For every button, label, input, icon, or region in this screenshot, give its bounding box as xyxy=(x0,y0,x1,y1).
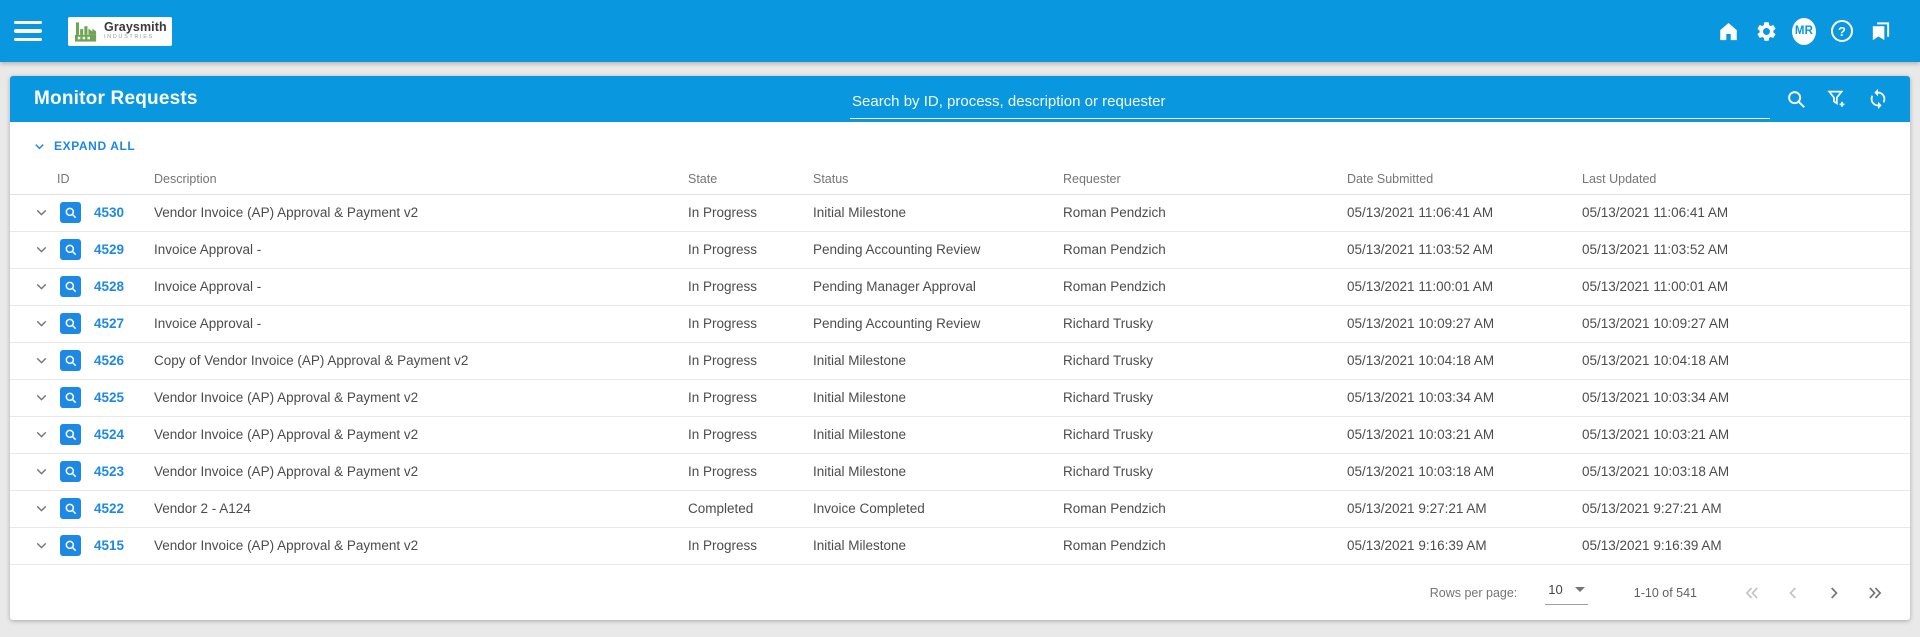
cell-state: In Progress xyxy=(688,390,758,405)
cell-state: In Progress xyxy=(688,279,758,294)
request-id-link[interactable]: 4524 xyxy=(94,427,125,442)
filter-add-icon[interactable] xyxy=(1825,87,1849,111)
cell-last-updated: 05/13/2021 11:00:01 AM xyxy=(1582,279,1729,294)
cell-state: In Progress xyxy=(688,205,758,220)
cell-status: Pending Manager Approval xyxy=(813,279,976,294)
row-expand-chevron-icon[interactable] xyxy=(30,350,52,372)
cell-requester: Richard Trusky xyxy=(1063,464,1154,479)
cell-requester: Roman Pendzich xyxy=(1063,205,1166,220)
request-id-link[interactable]: 4528 xyxy=(94,279,125,294)
cell-description: Invoice Approval - xyxy=(154,316,262,331)
cell-status: Initial Milestone xyxy=(813,464,907,479)
next-page-button[interactable] xyxy=(1821,580,1847,606)
cell-status: Pending Accounting Review xyxy=(813,242,981,257)
table-row xyxy=(10,269,1910,306)
first-page-button[interactable] xyxy=(1739,580,1765,606)
row-expand-chevron-icon[interactable] xyxy=(30,313,52,335)
cell-description: Copy of Vendor Invoice (AP) Approval & Payment v2 xyxy=(154,353,469,368)
request-id-link[interactable]: 4526 xyxy=(94,353,125,368)
cell-requester: Roman Pendzich xyxy=(1063,538,1166,553)
cell-date-submitted: 05/13/2021 9:16:39 AM xyxy=(1347,538,1487,553)
dropdown-arrow-icon xyxy=(1575,587,1585,592)
cell-description: Vendor Invoice (AP) Approval & Payment v2 xyxy=(154,464,419,479)
cell-status: Initial Milestone xyxy=(813,538,907,553)
cell-date-submitted: 05/13/2021 9:27:21 AM xyxy=(1347,501,1487,516)
cell-state: Completed xyxy=(688,501,754,516)
monitor-requests-panel xyxy=(10,76,1910,620)
view-request-icon[interactable] xyxy=(60,387,81,408)
cell-requester: Richard Trusky xyxy=(1063,390,1154,405)
cell-description: Vendor Invoice (AP) Approval & Payment v2 xyxy=(154,205,419,220)
pagination-range: 1-10 of 541 xyxy=(1633,585,1697,600)
help-glyph: ? xyxy=(1838,23,1846,39)
row-expand-chevron-icon[interactable] xyxy=(30,424,52,446)
view-request-icon[interactable] xyxy=(60,202,81,223)
bookmarks-icon[interactable] xyxy=(1868,18,1892,44)
column-header-description[interactable]: Description xyxy=(154,172,217,186)
settings-gear-icon[interactable] xyxy=(1754,18,1778,44)
menu-icon[interactable] xyxy=(14,21,42,41)
cell-date-submitted: 05/13/2021 10:04:18 AM xyxy=(1347,353,1495,368)
table-row xyxy=(10,417,1910,454)
refresh-icon[interactable] xyxy=(1866,87,1890,111)
request-id-link[interactable]: 4527 xyxy=(94,316,125,331)
pagination-bar xyxy=(10,565,1910,621)
cell-status: Initial Milestone xyxy=(813,205,907,220)
table-row xyxy=(10,454,1910,491)
cell-last-updated: 05/13/2021 10:03:21 AM xyxy=(1582,427,1730,442)
page-title: Monitor Requests xyxy=(34,88,198,109)
cell-state: In Progress xyxy=(688,427,758,442)
cell-description: Invoice Approval - xyxy=(154,279,262,294)
request-id-link[interactable]: 4525 xyxy=(94,390,125,405)
row-expand-chevron-icon[interactable] xyxy=(30,461,52,483)
view-request-icon[interactable] xyxy=(60,461,81,482)
request-id-link[interactable]: 4522 xyxy=(94,501,125,516)
cell-requester: Roman Pendzich xyxy=(1063,242,1166,257)
view-request-icon[interactable] xyxy=(60,424,81,445)
cell-status: Initial Milestone xyxy=(813,427,907,442)
cell-state: In Progress xyxy=(688,353,758,368)
cell-status: Initial Milestone xyxy=(813,390,907,405)
cell-requester: Richard Trusky xyxy=(1063,353,1154,368)
cell-date-submitted: 05/13/2021 10:03:18 AM xyxy=(1347,464,1495,479)
cell-last-updated: 05/13/2021 10:09:27 AM xyxy=(1582,316,1730,331)
table-row xyxy=(10,528,1910,565)
column-header-date-submitted[interactable]: Date Submitted xyxy=(1347,172,1434,186)
table-row xyxy=(10,232,1910,269)
view-request-icon[interactable] xyxy=(60,535,81,556)
search-icon[interactable] xyxy=(1784,87,1808,111)
request-id-link[interactable]: 4530 xyxy=(94,205,125,220)
chevron-down-icon xyxy=(32,139,47,154)
cell-description: Vendor Invoice (AP) Approval & Payment v2 xyxy=(154,427,419,442)
view-request-icon[interactable] xyxy=(60,313,81,334)
search-input[interactable] xyxy=(850,93,1770,119)
rows-per-page-value: 10 xyxy=(1548,582,1563,597)
cell-state: In Progress xyxy=(688,242,758,257)
request-id-link[interactable]: 4515 xyxy=(94,538,125,553)
company-logo[interactable] xyxy=(68,17,172,46)
table-row xyxy=(10,380,1910,417)
cell-date-submitted: 05/13/2021 11:00:01 AM xyxy=(1347,279,1494,294)
cell-state: In Progress xyxy=(688,464,758,479)
cell-last-updated: 05/13/2021 10:04:18 AM xyxy=(1582,353,1730,368)
cell-state: In Progress xyxy=(688,538,758,553)
cell-date-submitted: 05/13/2021 11:06:41 AM xyxy=(1347,205,1494,220)
cell-description: Vendor Invoice (AP) Approval & Payment v2 xyxy=(154,390,419,405)
view-request-icon[interactable] xyxy=(60,498,81,519)
cell-status: Invoice Completed xyxy=(813,501,925,516)
cell-last-updated: 05/13/2021 9:27:21 AM xyxy=(1582,501,1722,516)
row-expand-chevron-icon[interactable] xyxy=(30,387,52,409)
expand-all-button[interactable] xyxy=(32,136,135,156)
cell-date-submitted: 05/13/2021 10:03:34 AM xyxy=(1347,390,1495,405)
help-icon[interactable] xyxy=(1830,18,1854,44)
cell-state: In Progress xyxy=(688,316,758,331)
cell-status: Pending Accounting Review xyxy=(813,316,981,331)
rows-per-page-select[interactable] xyxy=(1545,580,1587,605)
column-header-last-updated[interactable]: Last Updated xyxy=(1582,172,1657,186)
last-page-button[interactable] xyxy=(1862,580,1888,606)
view-request-icon[interactable] xyxy=(60,350,81,371)
table-row xyxy=(10,491,1910,528)
logo-name: Graysmith xyxy=(104,20,167,35)
cell-status: Initial Milestone xyxy=(813,353,907,368)
cell-requester: Richard Trusky xyxy=(1063,316,1154,331)
expand-all-label: EXPAND ALL xyxy=(54,139,136,153)
table-row xyxy=(10,195,1910,232)
table-header-row xyxy=(10,165,1910,195)
column-header-id[interactable]: ID xyxy=(57,172,70,186)
row-expand-chevron-icon[interactable] xyxy=(30,239,52,261)
home-icon[interactable] xyxy=(1716,18,1740,44)
cell-last-updated: 05/13/2021 10:03:34 AM xyxy=(1582,390,1730,405)
cell-date-submitted: 05/13/2021 10:03:21 AM xyxy=(1347,427,1495,442)
row-expand-chevron-icon[interactable] xyxy=(30,498,52,520)
cell-last-updated: 05/13/2021 10:03:18 AM xyxy=(1582,464,1730,479)
factory-logo-icon xyxy=(74,19,99,43)
cell-requester: Richard Trusky xyxy=(1063,427,1154,442)
cell-requester: Roman Pendzich xyxy=(1063,501,1166,516)
request-id-link[interactable]: 4523 xyxy=(94,464,125,479)
row-expand-chevron-icon[interactable] xyxy=(30,276,52,298)
row-expand-chevron-icon[interactable] xyxy=(30,535,52,557)
cell-last-updated: 05/13/2021 9:16:39 AM xyxy=(1582,538,1722,553)
rows-per-page-label: Rows per page: xyxy=(1429,585,1518,600)
column-header-state[interactable]: State xyxy=(688,172,718,186)
table-row xyxy=(10,306,1910,343)
column-header-requester[interactable]: Requester xyxy=(1063,172,1121,186)
user-avatar[interactable] xyxy=(1792,18,1816,44)
request-id-link[interactable]: 4529 xyxy=(94,242,125,257)
cell-date-submitted: 05/13/2021 11:03:52 AM xyxy=(1347,242,1494,257)
previous-page-button[interactable] xyxy=(1780,580,1806,606)
row-expand-chevron-icon[interactable] xyxy=(30,202,52,224)
column-header-status[interactable]: Status xyxy=(813,172,849,186)
view-request-icon[interactable] xyxy=(60,239,81,260)
avatar-initials: MR xyxy=(1794,25,1814,37)
cell-last-updated: 05/13/2021 11:03:52 AM xyxy=(1582,242,1729,257)
cell-last-updated: 05/13/2021 11:06:41 AM xyxy=(1582,205,1729,220)
cell-description: Vendor 2 - A124 xyxy=(154,501,251,516)
cell-requester: Roman Pendzich xyxy=(1063,279,1166,294)
view-request-icon[interactable] xyxy=(60,276,81,297)
cell-description: Invoice Approval - xyxy=(154,242,262,257)
cell-date-submitted: 05/13/2021 10:09:27 AM xyxy=(1347,316,1495,331)
search-field xyxy=(850,93,1770,119)
logo-subtitle: INDUSTRIES xyxy=(104,34,154,41)
cell-description: Vendor Invoice (AP) Approval & Payment v2 xyxy=(154,538,419,553)
panel-header xyxy=(10,76,1910,122)
table-row xyxy=(10,343,1910,380)
top-app-bar xyxy=(0,0,1920,62)
